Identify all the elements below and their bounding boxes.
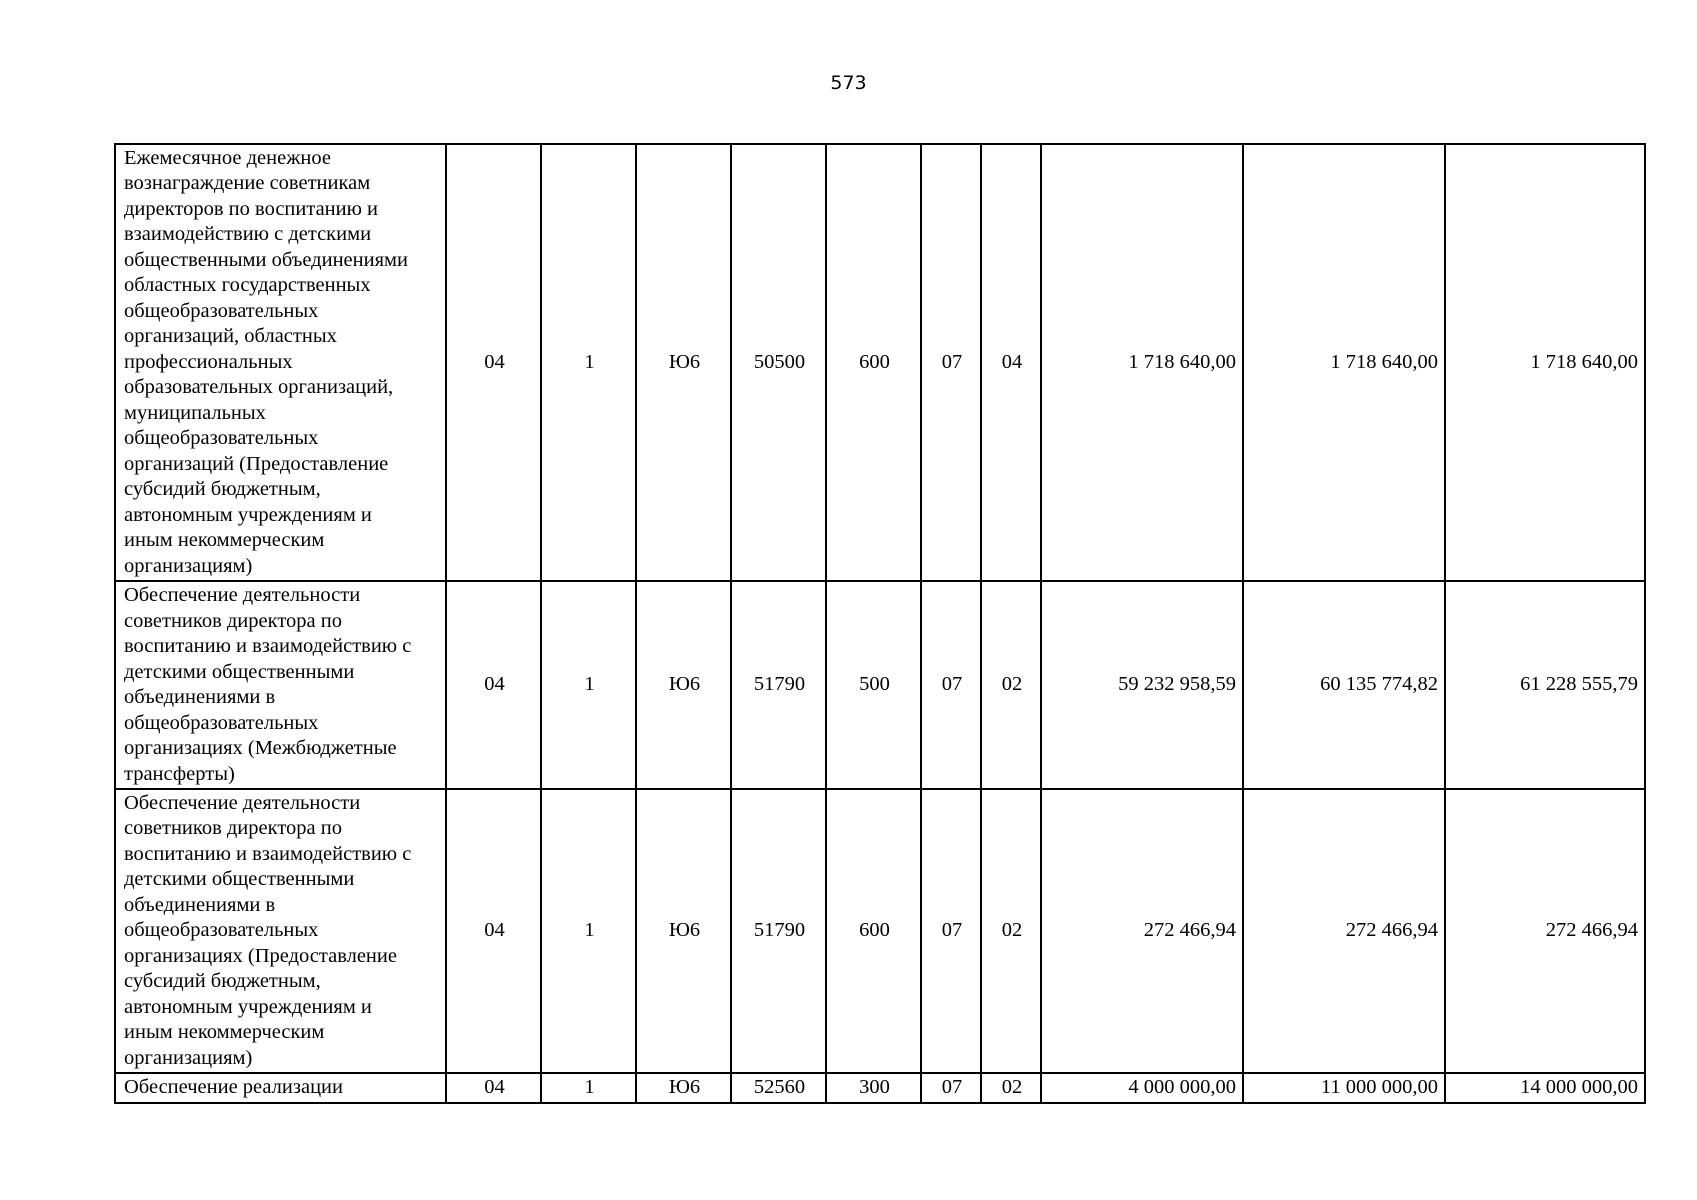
amount-cell: 1 718 640,00: [1445, 144, 1645, 581]
code-cell: 51790: [731, 789, 826, 1073]
code-cell: Ю6: [636, 144, 731, 581]
row-description: Обеспечение деятельности советников директора по воспитанию и взаимодействию с детскими общественными объединениями в общеобразовательных организациях (Предоставление субсидий бюджетным, автономным учреждениям и иным некоммерческим организациям): [115, 789, 446, 1073]
amount-cell: 272 466,94: [1041, 789, 1243, 1073]
amount-cell: 1 718 640,00: [1041, 144, 1243, 581]
code-cell: 52560: [731, 1073, 826, 1103]
code-cell: 04: [446, 1073, 541, 1103]
amount-cell: 14 000 000,00: [1445, 1073, 1645, 1103]
amount-cell: 61 228 555,79: [1445, 581, 1645, 789]
code-cell: 04: [446, 789, 541, 1073]
code-cell: 07: [921, 581, 981, 789]
code-cell: 600: [826, 144, 921, 581]
code-cell: 1: [541, 789, 636, 1073]
amount-cell: 4 000 000,00: [1041, 1073, 1243, 1103]
code-cell: 02: [981, 789, 1041, 1073]
code-cell: 04: [981, 144, 1041, 581]
page-number: 573: [830, 72, 867, 94]
code-cell: 07: [921, 1073, 981, 1103]
amount-cell: 272 466,94: [1445, 789, 1645, 1073]
code-cell: 51790: [731, 581, 826, 789]
code-cell: 500: [826, 581, 921, 789]
code-cell: Ю6: [636, 789, 731, 1073]
code-cell: 1: [541, 581, 636, 789]
code-cell: 04: [446, 581, 541, 789]
table-row: [115, 789, 1645, 1073]
budget-table: [114, 143, 1646, 1104]
code-cell: 02: [981, 1073, 1041, 1103]
amount-cell: 11 000 000,00: [1243, 1073, 1445, 1103]
code-cell: 600: [826, 789, 921, 1073]
code-cell: 1: [541, 144, 636, 581]
code-cell: 50500: [731, 144, 826, 581]
row-description: Ежемесячное денежное вознаграждение советникам директоров по воспитанию и взаимодействию с детскими общественными объединениями областных государственных общеобразовательных организаций, областных профессиональных образовательных организаций, муниципальных общеобразовательных организаций (Предоставление субсидий бюджетным, автономным учреждениям и иным некоммерческим организациям): [115, 144, 446, 581]
amount-cell: 1 718 640,00: [1243, 144, 1445, 581]
code-cell: 07: [921, 144, 981, 581]
code-cell: 1: [541, 1073, 636, 1103]
code-cell: 07: [921, 789, 981, 1073]
table-row: [115, 144, 1645, 581]
code-cell: 02: [981, 581, 1041, 789]
table-row: [115, 581, 1645, 789]
code-cell: Ю6: [636, 1073, 731, 1103]
row-description: Обеспечение деятельности советников директора по воспитанию и взаимодействию с детскими общественными объединениями в общеобразовательных организациях (Межбюджетные трансферты): [115, 581, 446, 789]
code-cell: 300: [826, 1073, 921, 1103]
code-cell: 04: [446, 144, 541, 581]
table-row: [115, 1073, 1645, 1103]
code-cell: Ю6: [636, 581, 731, 789]
row-description: Обеспечение реализации: [115, 1073, 446, 1103]
amount-cell: 59 232 958,59: [1041, 581, 1243, 789]
amount-cell: 272 466,94: [1243, 789, 1445, 1073]
amount-cell: 60 135 774,82: [1243, 581, 1445, 789]
